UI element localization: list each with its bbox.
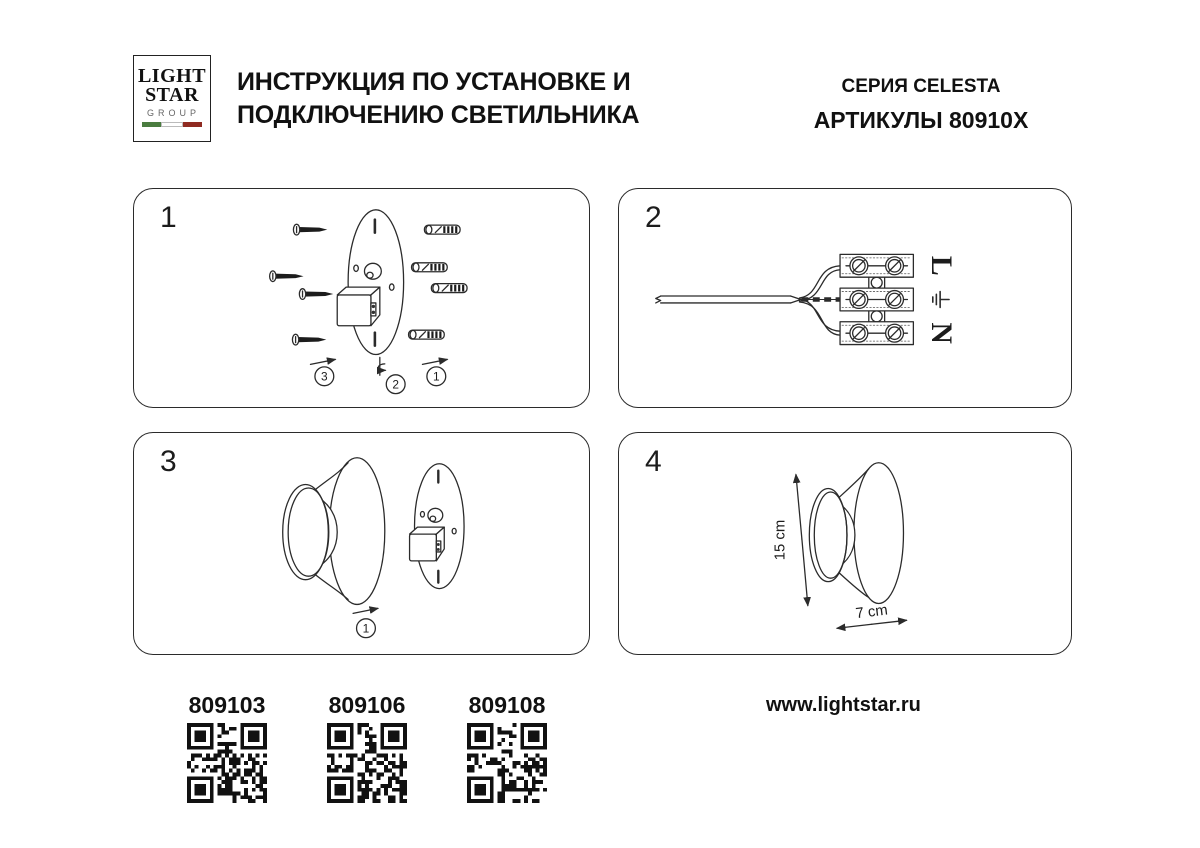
page-title xyxy=(237,66,639,132)
terminal-row-ground xyxy=(840,288,913,311)
step-number-3: 3 xyxy=(321,369,328,384)
article-number-809108: 809108 xyxy=(468,692,546,718)
flag-red xyxy=(183,122,202,127)
step-annotations xyxy=(353,608,378,637)
neutral-terminal-label: N xyxy=(925,322,958,344)
lightstar-logo xyxy=(133,55,211,142)
ground-symbol-icon xyxy=(933,292,949,308)
series-block xyxy=(790,76,1052,134)
screws-group xyxy=(270,224,334,345)
terminal-block xyxy=(840,254,913,344)
wall-anchors-group xyxy=(409,225,467,339)
lamp-body xyxy=(809,463,903,604)
panel-2-diagram xyxy=(619,189,1071,407)
terminal-row-N xyxy=(840,322,913,345)
page-title-line2: ПОДКЛЮЧЕНИЮ СВЕТИЛЬНИКА xyxy=(237,101,640,129)
step-number-1: 1 xyxy=(433,369,440,384)
website-url: www.lightstar.ru xyxy=(766,694,921,716)
lamp-body xyxy=(283,458,385,605)
step-number-2: 2 xyxy=(392,377,399,392)
article-number-809103: 809103 xyxy=(188,692,266,718)
panel-4-number: 4 xyxy=(645,445,662,478)
flag-white xyxy=(161,122,182,127)
terminal-row-L xyxy=(840,254,913,277)
step-panel-3 xyxy=(133,432,590,655)
panel-1-number: 1 xyxy=(160,201,177,234)
width-dimension-label: 7 cm xyxy=(854,602,889,623)
panel-4-diagram xyxy=(619,433,1071,654)
width-dimension-arrow xyxy=(837,620,906,628)
step-number-1: 1 xyxy=(362,621,370,636)
qr-code-809106 xyxy=(327,723,407,803)
terminal-box xyxy=(337,287,380,326)
series-articles: АРТИКУЛЫ 80910X xyxy=(813,107,1029,133)
qr-code-809108 xyxy=(467,723,547,803)
page-title-line1: ИНСТРУКЦИЯ ПО УСТАНОВКЕ И xyxy=(237,68,631,96)
logo-text-light: LIGHT xyxy=(137,65,207,87)
height-dimension-arrow xyxy=(796,475,808,606)
line-terminal-label: L xyxy=(925,255,958,276)
panel-3-number: 3 xyxy=(160,445,177,478)
cable-outlet-cylinder xyxy=(428,508,443,522)
flag-green xyxy=(142,122,161,127)
mounting-plate xyxy=(410,464,465,589)
step-annotations xyxy=(310,357,447,393)
qr-code-809103 xyxy=(187,723,267,803)
logo-text-group: GROUP xyxy=(146,108,200,118)
panel-1-diagram xyxy=(134,189,589,407)
rotate-gesture-icon xyxy=(378,357,385,375)
height-dimension-label: 15 cm xyxy=(772,519,789,561)
logo-text-star: STAR xyxy=(145,84,199,106)
panel-3-diagram xyxy=(134,433,589,654)
italian-flag-stripe xyxy=(142,122,202,127)
mounting-plate xyxy=(337,210,403,355)
cable-outlet-cylinder xyxy=(364,263,381,279)
supply-cable xyxy=(656,266,840,335)
step-panel-4 xyxy=(618,432,1072,655)
terminal-box xyxy=(410,527,445,561)
step-panel-1 xyxy=(133,188,590,408)
article-number-809106: 809106 xyxy=(328,692,406,718)
series-name: СЕРИЯ CELESTA xyxy=(841,76,1001,97)
step-panel-2 xyxy=(618,188,1072,408)
panel-2-number: 2 xyxy=(645,201,662,234)
